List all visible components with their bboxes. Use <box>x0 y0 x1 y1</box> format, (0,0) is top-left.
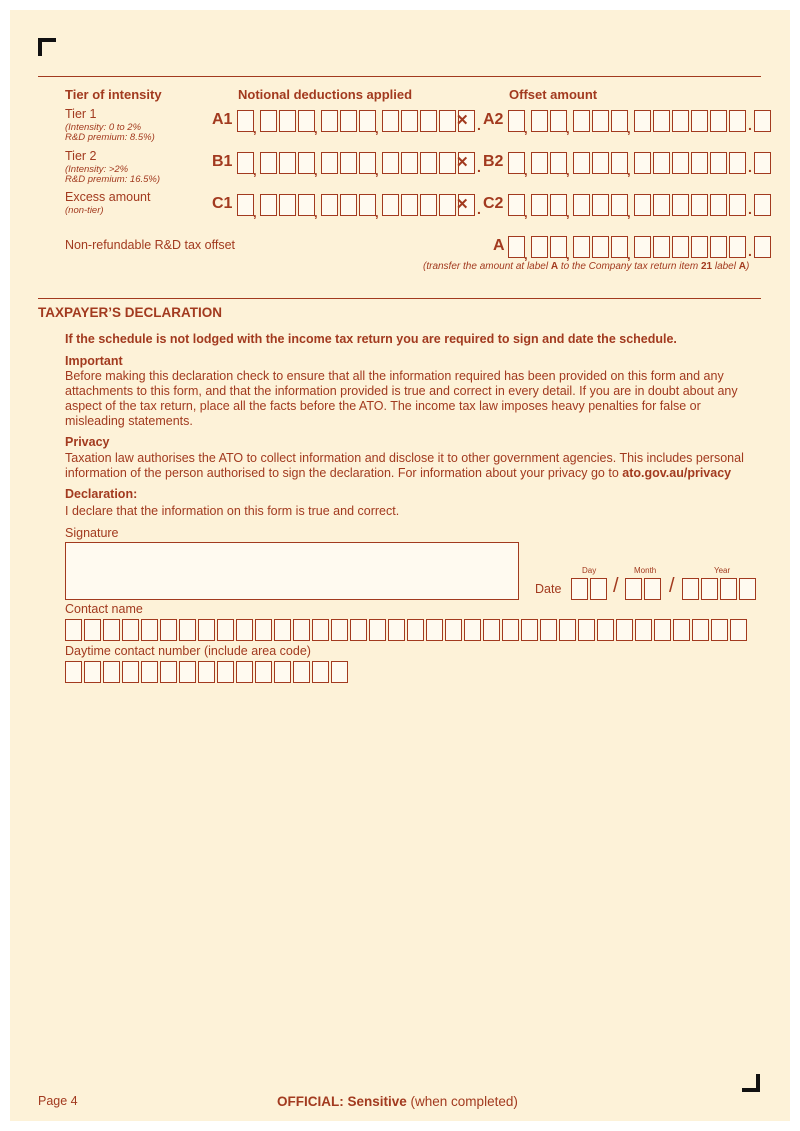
char-box[interactable] <box>420 110 437 132</box>
transfer-note: (transfer the amount at label A to the Company tax return item 21 label A) <box>423 261 750 272</box>
row-sub-tier-1-a: (Intensity: 0 to 2% <box>65 122 142 133</box>
row-sub-tier-2-b: R&D premium: 16.5%) <box>65 174 161 185</box>
row-sub-excess: (non-tier) <box>65 205 104 216</box>
char-box[interactable] <box>260 194 277 216</box>
char-box[interactable] <box>573 110 590 132</box>
thousands-separator: , <box>627 121 631 136</box>
char-box[interactable] <box>508 110 525 132</box>
char-box[interactable] <box>274 619 291 641</box>
thousands-separator: , <box>375 163 379 178</box>
date-slash-2: / <box>669 575 675 597</box>
date-year-field[interactable] <box>682 576 758 600</box>
char-box[interactable] <box>279 194 296 216</box>
char-box[interactable] <box>298 194 315 216</box>
char-box[interactable] <box>508 236 525 258</box>
char-box[interactable] <box>550 236 567 258</box>
declaration-title: Declaration: <box>65 487 138 501</box>
char-box[interactable] <box>710 236 727 258</box>
contact-name-label: Contact name <box>65 602 143 616</box>
month-label: Month <box>634 566 657 575</box>
char-box[interactable] <box>531 236 548 258</box>
char-box[interactable] <box>616 619 633 641</box>
char-box[interactable] <box>293 661 310 683</box>
char-box[interactable] <box>439 110 456 132</box>
char-box[interactable] <box>710 110 727 132</box>
date-day-field[interactable] <box>571 576 609 600</box>
form-page <box>10 10 790 1121</box>
notional-field-a1[interactable] <box>237 108 483 136</box>
char-box[interactable] <box>464 619 481 641</box>
char-box[interactable] <box>439 152 456 174</box>
char-box[interactable] <box>331 619 348 641</box>
char-box[interactable] <box>103 661 120 683</box>
char-box[interactable] <box>420 194 437 216</box>
label-code-b1: B1 <box>212 153 233 170</box>
char-box[interactable] <box>592 152 609 174</box>
row-sub-tier-2-a: (Intensity: >2% <box>65 164 129 175</box>
char-box[interactable] <box>578 619 595 641</box>
char-box[interactable] <box>691 110 708 132</box>
char-box[interactable] <box>754 194 771 216</box>
char-box[interactable] <box>122 619 139 641</box>
label-code-a: A <box>493 237 505 254</box>
char-box[interactable] <box>293 619 310 641</box>
label-code-c1: C1 <box>212 195 233 212</box>
thousands-separator: , <box>566 163 570 178</box>
offset-field-a[interactable] <box>508 234 773 262</box>
label-code-c2: C2 <box>483 195 504 212</box>
corner-mark-bottom-right <box>742 1074 760 1092</box>
char-box[interactable] <box>321 110 338 132</box>
char-box[interactable] <box>236 619 253 641</box>
char-box[interactable] <box>573 152 590 174</box>
thousands-separator: , <box>253 205 257 220</box>
section-rule <box>38 298 761 299</box>
char-box[interactable] <box>691 236 708 258</box>
char-box[interactable] <box>279 110 296 132</box>
char-box[interactable] <box>754 236 771 258</box>
thousands-separator: , <box>375 205 379 220</box>
label-code-b2: B2 <box>483 153 504 170</box>
row-label-excess: Excess amount <box>65 190 151 204</box>
thousands-separator: , <box>566 205 570 220</box>
char-box[interactable] <box>653 152 670 174</box>
char-box[interactable] <box>65 661 82 683</box>
char-box[interactable] <box>401 110 418 132</box>
char-box[interactable] <box>340 110 357 132</box>
char-box[interactable] <box>401 152 418 174</box>
column-header-notional: Notional deductions applied <box>238 87 413 102</box>
char-box[interactable] <box>236 661 253 683</box>
char-box[interactable] <box>160 661 177 683</box>
column-header-offset: Offset amount <box>509 87 598 102</box>
char-box[interactable] <box>729 152 746 174</box>
label-code-a2: A2 <box>483 111 504 128</box>
thousands-separator: , <box>524 247 528 262</box>
char-box[interactable] <box>710 194 727 216</box>
char-box[interactable] <box>331 661 348 683</box>
thousands-separator: , <box>566 247 570 262</box>
char-box[interactable] <box>673 619 690 641</box>
char-box[interactable] <box>84 619 101 641</box>
row-label-tier-1: Tier 1 <box>65 107 97 121</box>
char-box[interactable] <box>729 110 746 132</box>
char-box[interactable] <box>255 619 272 641</box>
offset-field-c2[interactable] <box>508 192 773 220</box>
char-box[interactable] <box>559 619 576 641</box>
char-box[interactable] <box>179 619 196 641</box>
char-box[interactable] <box>382 152 399 174</box>
declaration-heading: TAXPAYER’S DECLARATION <box>38 305 223 320</box>
char-box[interactable] <box>502 619 519 641</box>
signature-box[interactable] <box>65 542 519 600</box>
notional-field-b1[interactable] <box>237 150 483 178</box>
phone-label: Daytime contact number (include area code) <box>65 644 311 658</box>
thousands-separator: , <box>375 121 379 136</box>
char-box[interactable] <box>198 619 215 641</box>
char-box[interactable] <box>179 661 196 683</box>
security-classification: OFFICIAL: Sensitive (when completed) <box>277 1094 518 1109</box>
date-label: Date <box>535 582 562 596</box>
char-box[interactable] <box>388 619 405 641</box>
char-box[interactable] <box>634 152 651 174</box>
char-box[interactable] <box>359 194 376 216</box>
char-box[interactable] <box>407 619 424 641</box>
char-box[interactable] <box>260 110 277 132</box>
char-box[interactable] <box>653 236 670 258</box>
important-title: Important <box>65 354 123 368</box>
row-sub-tier-1-b: R&D premium: 8.5%) <box>65 132 155 143</box>
offset-total-label: Non-refundable R&D tax offset <box>65 238 236 252</box>
privacy-title: Privacy <box>65 435 110 449</box>
multiply-icon: ✕ <box>456 154 469 171</box>
char-box[interactable] <box>754 110 771 132</box>
char-box[interactable] <box>439 194 456 216</box>
char-box[interactable] <box>141 661 158 683</box>
char-box[interactable] <box>298 152 315 174</box>
multiply-icon: ✕ <box>456 112 469 129</box>
char-box[interactable] <box>672 152 689 174</box>
char-box[interactable] <box>573 194 590 216</box>
char-box[interactable] <box>401 194 418 216</box>
thousands-separator: , <box>627 205 631 220</box>
thousands-separator: , <box>314 205 318 220</box>
char-box[interactable] <box>692 619 709 641</box>
char-box[interactable] <box>754 152 771 174</box>
char-box[interactable] <box>350 619 367 641</box>
char-box[interactable] <box>729 194 746 216</box>
thousands-separator: , <box>314 121 318 136</box>
notional-field-c1[interactable] <box>237 192 483 220</box>
char-box[interactable] <box>340 194 357 216</box>
char-box[interactable] <box>508 152 525 174</box>
thousands-separator: , <box>627 247 631 262</box>
char-box[interactable] <box>540 619 557 641</box>
top-rule <box>38 76 761 77</box>
char-box[interactable] <box>420 152 437 174</box>
offset-field-b2[interactable] <box>508 150 773 178</box>
date-month-field[interactable] <box>625 576 663 600</box>
column-header-tier: Tier of intensity <box>65 87 162 102</box>
char-box[interactable] <box>672 236 689 258</box>
char-box[interactable] <box>592 236 609 258</box>
char-box[interactable] <box>217 619 234 641</box>
char-box[interactable] <box>634 236 651 258</box>
decimal-point: . <box>477 117 481 133</box>
privacy-link[interactable]: ato.gov.au/privacy <box>622 466 732 480</box>
char-box[interactable] <box>592 110 609 132</box>
char-box[interactable] <box>274 661 291 683</box>
decimal-point: . <box>748 159 752 175</box>
char-box[interactable] <box>653 194 670 216</box>
char-box[interactable] <box>298 110 315 132</box>
date-slash-1: / <box>613 575 619 597</box>
char-box[interactable] <box>592 194 609 216</box>
decimal-point: . <box>748 117 752 133</box>
char-box[interactable] <box>711 619 728 641</box>
multiply-icon: ✕ <box>456 196 469 213</box>
char-box[interactable] <box>260 152 277 174</box>
char-box[interactable] <box>672 194 689 216</box>
char-box[interactable] <box>198 661 215 683</box>
char-box[interactable] <box>635 619 652 641</box>
thousands-separator: , <box>566 121 570 136</box>
char-box[interactable] <box>531 110 548 132</box>
char-box[interactable] <box>321 152 338 174</box>
char-box[interactable] <box>279 152 296 174</box>
char-box[interactable] <box>691 194 708 216</box>
decimal-point: . <box>477 159 481 175</box>
char-box[interactable] <box>550 194 567 216</box>
label-code-a1: A1 <box>212 111 233 128</box>
char-box[interactable] <box>611 194 628 216</box>
char-box[interactable] <box>531 152 548 174</box>
thousands-separator: , <box>253 121 257 136</box>
thousands-separator: , <box>253 163 257 178</box>
char-box[interactable] <box>359 110 376 132</box>
char-box[interactable] <box>84 661 101 683</box>
char-box[interactable] <box>521 619 538 641</box>
char-box[interactable] <box>508 194 525 216</box>
char-box[interactable] <box>340 152 357 174</box>
corner-mark-top-left <box>38 38 56 56</box>
char-box[interactable] <box>611 152 628 174</box>
decimal-point: . <box>748 243 752 259</box>
char-box[interactable] <box>710 152 727 174</box>
char-box[interactable] <box>573 236 590 258</box>
day-label: Day <box>582 566 597 575</box>
char-box[interactable] <box>550 152 567 174</box>
char-box[interactable] <box>369 619 386 641</box>
char-box[interactable] <box>122 661 139 683</box>
char-box[interactable] <box>654 619 671 641</box>
char-box[interactable] <box>237 194 254 216</box>
signature-label: Signature <box>65 526 119 540</box>
char-box[interactable] <box>359 152 376 174</box>
char-box[interactable] <box>103 619 120 641</box>
important-text: Before making this declaration check to ensure that all the information required has been provided on this form and any attachments to this form, and that the information provided is true and correct in every detail. If you are in doubt about any aspect of the tax return, place all the facts before the ATO. The income tax law imposes heavy penalties for false or misleading statements. <box>65 369 738 428</box>
char-box[interactable] <box>382 110 399 132</box>
char-box[interactable] <box>382 194 399 216</box>
char-box[interactable] <box>426 619 443 641</box>
char-box[interactable] <box>237 152 254 174</box>
char-box[interactable] <box>65 619 82 641</box>
page-number: Page 4 <box>38 1094 78 1108</box>
decimal-point: . <box>477 201 481 217</box>
char-box[interactable] <box>141 619 158 641</box>
char-box[interactable] <box>255 661 272 683</box>
year-label: Year <box>714 566 731 575</box>
privacy-text: Taxation law authorises the ATO to collect information and disclose it to other government agencies. This includes personal information of the person authorised to sign the declaration. For information about your privacy go to ato.gov.au/privacy <box>65 451 744 480</box>
char-box[interactable] <box>691 152 708 174</box>
offset-field-a2[interactable] <box>508 108 773 136</box>
thousands-separator: , <box>524 163 528 178</box>
char-box[interactable] <box>483 619 500 641</box>
char-box[interactable] <box>312 661 329 683</box>
thousands-separator: , <box>314 163 318 178</box>
char-box[interactable] <box>550 110 567 132</box>
char-box[interactable] <box>445 619 462 641</box>
char-box[interactable] <box>531 194 548 216</box>
char-box[interactable] <box>237 110 254 132</box>
char-box[interactable] <box>730 619 747 641</box>
contact-name-field[interactable] <box>65 617 749 641</box>
char-box[interactable] <box>653 110 670 132</box>
char-box[interactable] <box>634 110 651 132</box>
decimal-point: . <box>748 201 752 217</box>
phone-field[interactable] <box>65 659 350 683</box>
char-box[interactable] <box>321 194 338 216</box>
char-box[interactable] <box>672 110 689 132</box>
thousands-separator: , <box>627 163 631 178</box>
char-box[interactable] <box>312 619 329 641</box>
char-box[interactable] <box>729 236 746 258</box>
char-box[interactable] <box>597 619 614 641</box>
row-label-tier-2: Tier 2 <box>65 149 97 163</box>
thousands-separator: , <box>524 121 528 136</box>
declaration-instruction: If the schedule is not lodged with the income tax return you are required to sign and date the schedule. <box>65 332 677 346</box>
char-box[interactable] <box>160 619 177 641</box>
char-box[interactable] <box>611 236 628 258</box>
thousands-separator: , <box>524 205 528 220</box>
char-box[interactable] <box>634 194 651 216</box>
declaration-text: I declare that the information on this form is true and correct. <box>65 504 400 518</box>
char-box[interactable] <box>611 110 628 132</box>
char-box[interactable] <box>217 661 234 683</box>
